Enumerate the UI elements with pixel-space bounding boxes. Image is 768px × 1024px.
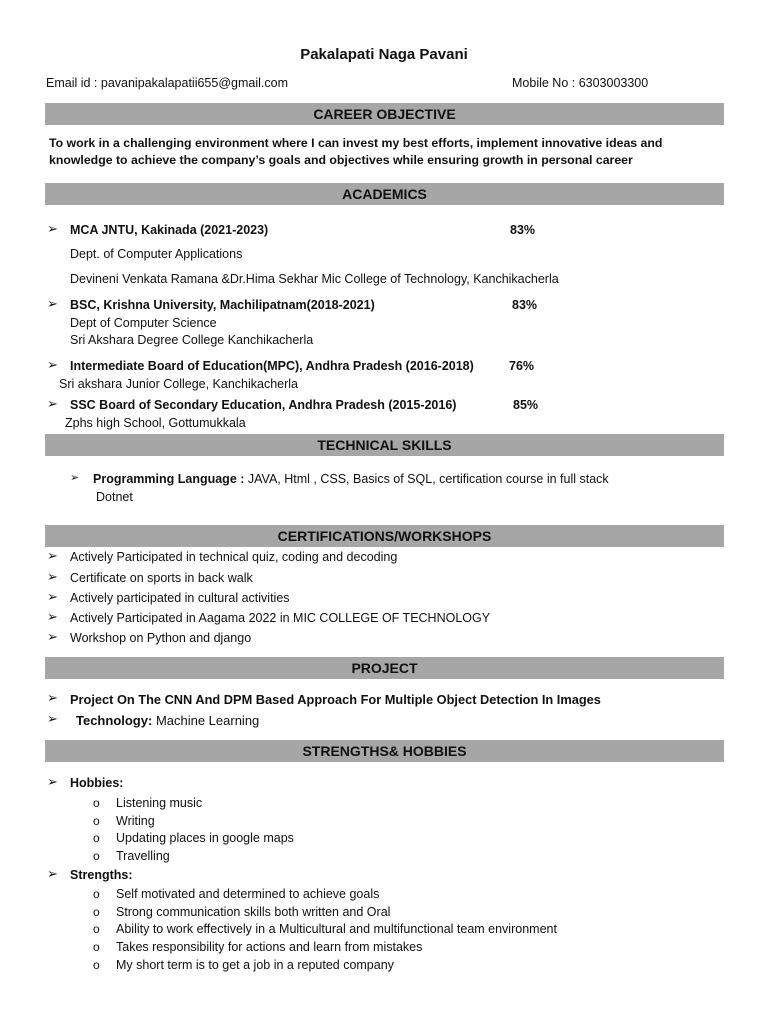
circle-bullet-icon: o: [93, 831, 100, 845]
certification-item: Workshop on Python and django: [70, 631, 252, 645]
arrow-bullet-icon: ➢: [47, 711, 58, 726]
academic-dept: Dept. of Computer Applications: [70, 247, 243, 261]
mobile-line: Mobile No : 6303003300: [512, 76, 649, 90]
academic-dept: Dept of Computer Science: [70, 316, 217, 330]
arrow-bullet-icon: ➢: [47, 357, 58, 372]
arrow-bullet-icon: ➢: [70, 472, 80, 484]
strength-item: Ability to work effectively in a Multicultural and multifunctional team environment: [116, 922, 557, 936]
arrow-bullet-icon: ➢: [47, 609, 58, 624]
academic-title: SSC Board of Secondary Education, Andhra Pradesh (2015-2016): [70, 398, 457, 412]
hobby-item: Listening music: [116, 796, 203, 810]
hobbies-label: Hobbies:: [70, 776, 124, 790]
arrow-bullet-icon: ➢: [47, 866, 58, 881]
section-strengths-hobbies: STRENGTHS& HOBBIES: [45, 740, 724, 762]
circle-bullet-icon: o: [93, 849, 100, 863]
certification-item: Certificate on sports in back walk: [70, 571, 253, 585]
arrow-bullet-icon: ➢: [47, 629, 58, 644]
academic-title: Intermediate Board of Education(MPC), Andhra Pradesh (2016-2018): [70, 359, 474, 373]
arrow-bullet-icon: ➢: [47, 569, 58, 584]
career-objective-text: To work in a challenging environment where I can invest my best efforts, implement innovative ideas and knowledge to achieve the company’s goals and objectives while ensuring growth in personal career: [49, 136, 663, 167]
academic-college: Sri Akshara Degree College Kanchikacherla: [70, 333, 314, 347]
strength-item: Strong communication skills both written and Oral: [116, 905, 391, 919]
programming-language-value: JAVA, Html , CSS, Basics of SQL, certification course in full stack: [247, 472, 609, 486]
arrow-bullet-icon: ➢: [47, 690, 58, 705]
candidate-name: Pakalapati Naga Pavani: [300, 46, 468, 63]
academic-score: 83%: [512, 298, 538, 312]
arrow-bullet-icon: ➢: [47, 296, 58, 311]
academic-score: 85%: [513, 398, 539, 412]
project-technology: [76, 713, 259, 728]
certification-item: Actively Participated in technical quiz, coding and decoding: [70, 550, 398, 564]
section-technical-skills: TECHNICAL SKILLS: [45, 434, 724, 456]
section-certifications: CERTIFICATIONS/WORKSHOPS: [45, 525, 724, 547]
circle-bullet-icon: o: [93, 796, 100, 810]
certification-item: Actively Participated in Aagama 2022 in MIC COLLEGE OF TECHNOLOGY: [70, 611, 491, 625]
section-academics: ACADEMICS: [45, 183, 724, 205]
technology-value: Machine Learning: [155, 713, 260, 728]
hobby-item: Updating places in google maps: [116, 831, 294, 845]
technology-label: Technology:: [76, 713, 156, 728]
arrow-bullet-icon: ➢: [47, 589, 58, 604]
circle-bullet-icon: o: [93, 922, 100, 936]
academic-title: MCA JNTU, Kakinada (2021-2023): [70, 223, 269, 237]
project-title: Project On The CNN And DPM Based Approach For Multiple Object Detection In Images: [70, 692, 601, 707]
academic-college: Zphs high School, Gottumukkala: [65, 416, 246, 430]
strength-item: My short term is to get a job in a reputed company: [116, 958, 394, 972]
circle-bullet-icon: o: [93, 814, 100, 828]
programming-language-label: Programming Language :: [93, 472, 248, 486]
programming-language-value-cont: Dotnet: [96, 490, 133, 504]
strength-item: Takes responsibility for actions and learn from mistakes: [116, 940, 423, 954]
academic-college: Sri akshara Junior College, Kanchikacherla: [59, 377, 299, 391]
academic-score: 76%: [509, 359, 535, 373]
circle-bullet-icon: o: [93, 940, 100, 954]
academic-college: Devineni Venkata Ramana &Dr.Hima Sekhar Mic College of Technology, Kanchikacherla: [70, 272, 559, 286]
circle-bullet-icon: o: [93, 887, 100, 901]
section-project: PROJECT: [45, 657, 724, 679]
arrow-bullet-icon: ➢: [47, 774, 58, 789]
academic-title: BSC, Krishna University, Machilipatnam(2018-2021): [70, 298, 375, 312]
arrow-bullet-icon: ➢: [47, 221, 58, 236]
circle-bullet-icon: o: [93, 958, 100, 972]
section-career-objective: CAREER OBJECTIVE: [45, 103, 724, 125]
hobby-item: Travelling: [116, 849, 170, 863]
technical-skills-line: [93, 472, 609, 486]
circle-bullet-icon: o: [93, 905, 100, 919]
arrow-bullet-icon: ➢: [47, 548, 58, 563]
hobby-item: Writing: [116, 814, 155, 828]
email-line: Email id : pavanipakalapatii655@gmail.com: [46, 76, 288, 90]
strengths-label: Strengths:: [70, 868, 133, 882]
certification-item: Actively participated in cultural activities: [70, 591, 290, 605]
arrow-bullet-icon: ➢: [47, 396, 58, 411]
academic-score: 83%: [510, 223, 536, 237]
strength-item: Self motivated and determined to achieve goals: [116, 887, 380, 901]
